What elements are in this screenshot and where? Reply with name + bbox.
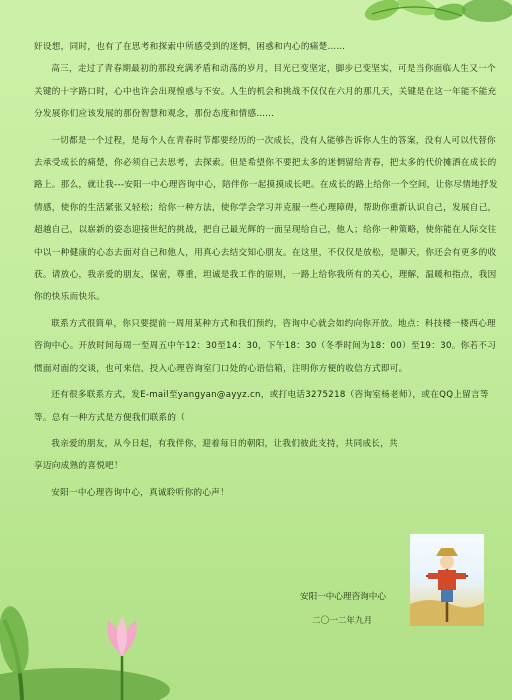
scarecrow-illustration xyxy=(410,534,484,626)
leaf-decoration xyxy=(362,0,472,32)
paragraph-invite: 我亲爱的朋友，从今日起，有我伴你，迎着每日的朝阳，让我们彼此支持，共同成长，共享迈向成熟的喜悦吧！ xyxy=(34,438,399,472)
signature-org: 安阳一中心理咨询中心 xyxy=(300,592,386,602)
scarecrow-icon xyxy=(410,534,484,626)
paragraph-1: 奸设想，同时，也有了在思考和探索中所感受到的迷惘，困惑和内心的痛楚…… xyxy=(34,42,346,52)
paragraph-closing: 安阳一中心理咨询中心，真诚聆听你的心声！ xyxy=(51,487,230,498)
signature-date: 二〇一二年九月 xyxy=(312,616,373,626)
paragraph-3: 一切都是一个过程，是每个人在青春时节都要经历的一次成长，没有人能够告诉你人生的答案，没有人可以代替你去承受成长的痛楚，你必须自己去思考，去探索。但是希望你不要把太多的迷惘留给青春，把太多的代价摊洒在成长的路上。那么，就让我---安阳一中心理咨询中心，陪伴你一起摸摸成长吧。在成长的路上给你一个空间，让你尽情地抒发情感，使你的生活紧张又轻松；给你一种方法，使你学会学习并克服一些心理障碍，帮助你重新认识自己，发展自己，超越自己，以崭新的姿态迎接世纪的挑战，把自己最光辉的一面呈现给自己，他人；给你一种策略，使你能在人际交往中以一种健康的心态去面对自己和他人，用真心去结交知心朋友。在这里，不仅仅是放松，是聊天，你还会有更多的收获。请放心，我亲爱的朋友，保密，尊重，坦诚是我工作的原则，一路上给你我所有的关心，理解，温暖和指点，我因你的快乐而快乐。 xyxy=(34,135,498,303)
paragraph-more-contact: 还有很多联系方式，发E-mail至yangyan@ayyz.cn，或打电话3275218（咨询室杨老师），或在QQ上留言等等。总有一种方式是方便我们联系的（ xyxy=(34,390,489,423)
leaf-decoration-right xyxy=(458,0,512,32)
lotus-decoration xyxy=(0,560,200,700)
paragraph-contact: 联系方式很简单，你只要提前一周用某种方式和我们预约，咨询中心就会如约向你开放。地点：科技楼一楼西心理咨询中心。开放时间每周一至周五中午12：30至14：30，下午18：30（冬季时间为18：00）至19：30。你若不习惯面对面的交谈，也可来信，投入心理咨询室门口处的心语信箱，注明你方便的收信方式即可。 xyxy=(34,318,497,374)
letter-body xyxy=(34,36,500,504)
paragraph-2: 高三，走过了青春期最初的那段充满矛盾和动荡的岁月，目光已变坚定，脚步已变坚实，可是当你面临人生又一个关键的十字路口时，心中也许会出现惶惑与不安。人生的机会和挑战不仅仅在六月的那几天，关键是在这一年能不能充分发展你们应该发展的那份智慧和观念，那份态度和情感…… xyxy=(34,64,497,120)
